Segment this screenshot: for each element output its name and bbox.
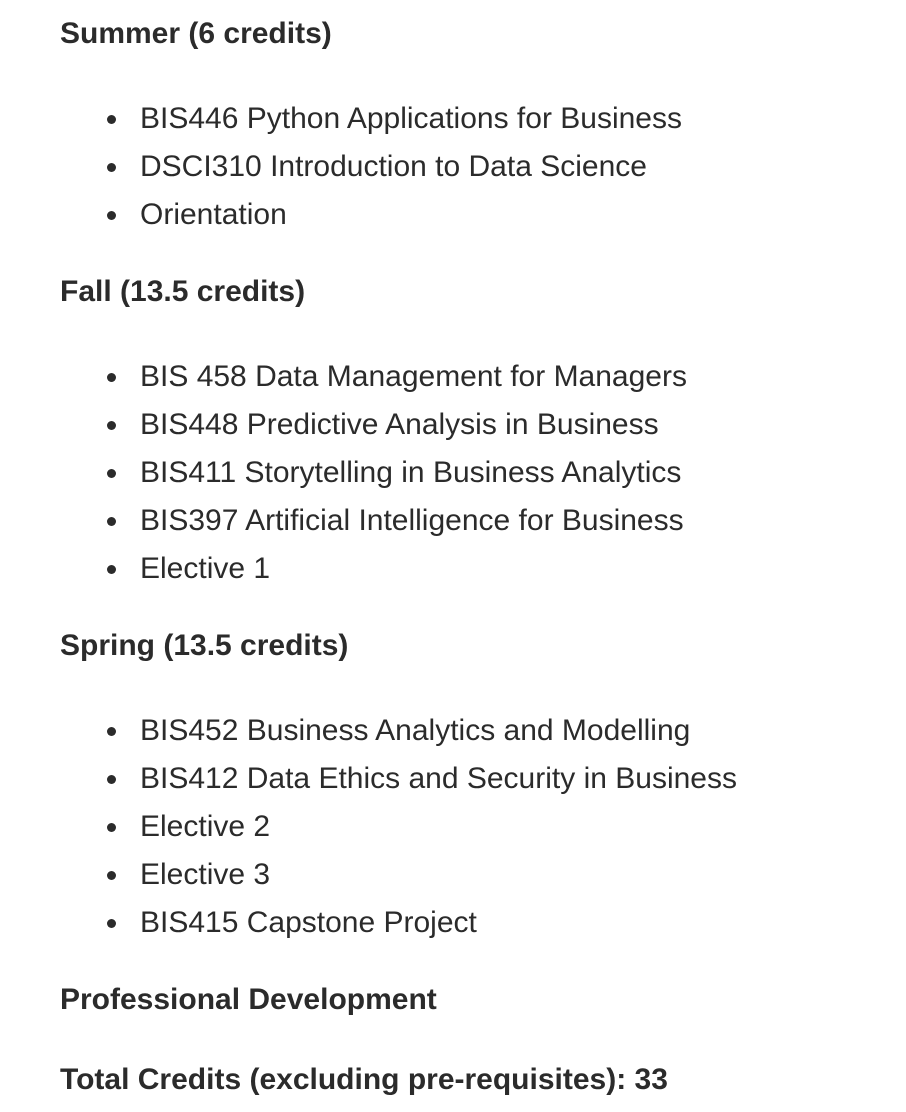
bullet-icon [107, 823, 116, 832]
list-item [60, 449, 890, 497]
list-item [60, 95, 890, 143]
spring-course-list [60, 707, 890, 947]
course-label: BIS446 Python Applications for Business [140, 102, 682, 135]
bullet-icon [107, 919, 116, 928]
course-label: BIS412 Data Ethics and Security in Business [140, 762, 737, 795]
list-item [60, 353, 890, 401]
professional-development-heading: Professional Development [60, 983, 437, 1016]
course-label: DSCI310 Introduction to Data Science [140, 150, 647, 183]
course-label: Orientation [140, 198, 287, 231]
list-item [60, 851, 890, 899]
total-credits-heading: Total Credits (excluding pre-requisites): 33 [60, 1063, 668, 1096]
course-label: Elective 2 [140, 810, 271, 843]
course-label: BIS411 Storytelling in Business Analytics [140, 456, 682, 489]
course-label: BIS448 Predictive Analysis in Business [140, 408, 659, 441]
bullet-icon [107, 565, 116, 574]
bullet-icon [107, 211, 116, 220]
list-item [60, 803, 890, 851]
bullet-icon [107, 727, 116, 736]
bullet-icon [107, 469, 116, 478]
course-label: BIS 458 Data Management for Managers [140, 360, 687, 393]
list-item [60, 899, 890, 947]
course-label: Elective 1 [140, 552, 271, 585]
list-item [60, 143, 890, 191]
bullet-icon [107, 517, 116, 526]
course-label: BIS452 Business Analytics and Modelling [140, 714, 691, 747]
program-structure [60, 14, 890, 1100]
fall-course-list [60, 353, 890, 593]
spring-term-heading: Spring (13.5 credits) [60, 629, 349, 662]
course-label: Elective 3 [140, 858, 271, 891]
list-item [60, 497, 890, 545]
summer-term-heading: Summer (6 credits) [60, 17, 332, 50]
list-item [60, 545, 890, 593]
fall-term-heading: Fall (13.5 credits) [60, 275, 306, 308]
bullet-icon [107, 871, 116, 880]
course-label: BIS415 Capstone Project [140, 906, 477, 939]
course-label: BIS397 Artificial Intelligence for Business [140, 504, 684, 537]
bullet-icon [107, 373, 116, 382]
list-item [60, 707, 890, 755]
bullet-icon [107, 115, 116, 124]
summer-course-list [60, 95, 890, 239]
bullet-icon [107, 421, 116, 430]
list-item [60, 191, 890, 239]
list-item [60, 401, 890, 449]
bullet-icon [107, 775, 116, 784]
list-item [60, 755, 890, 803]
bullet-icon [107, 163, 116, 172]
